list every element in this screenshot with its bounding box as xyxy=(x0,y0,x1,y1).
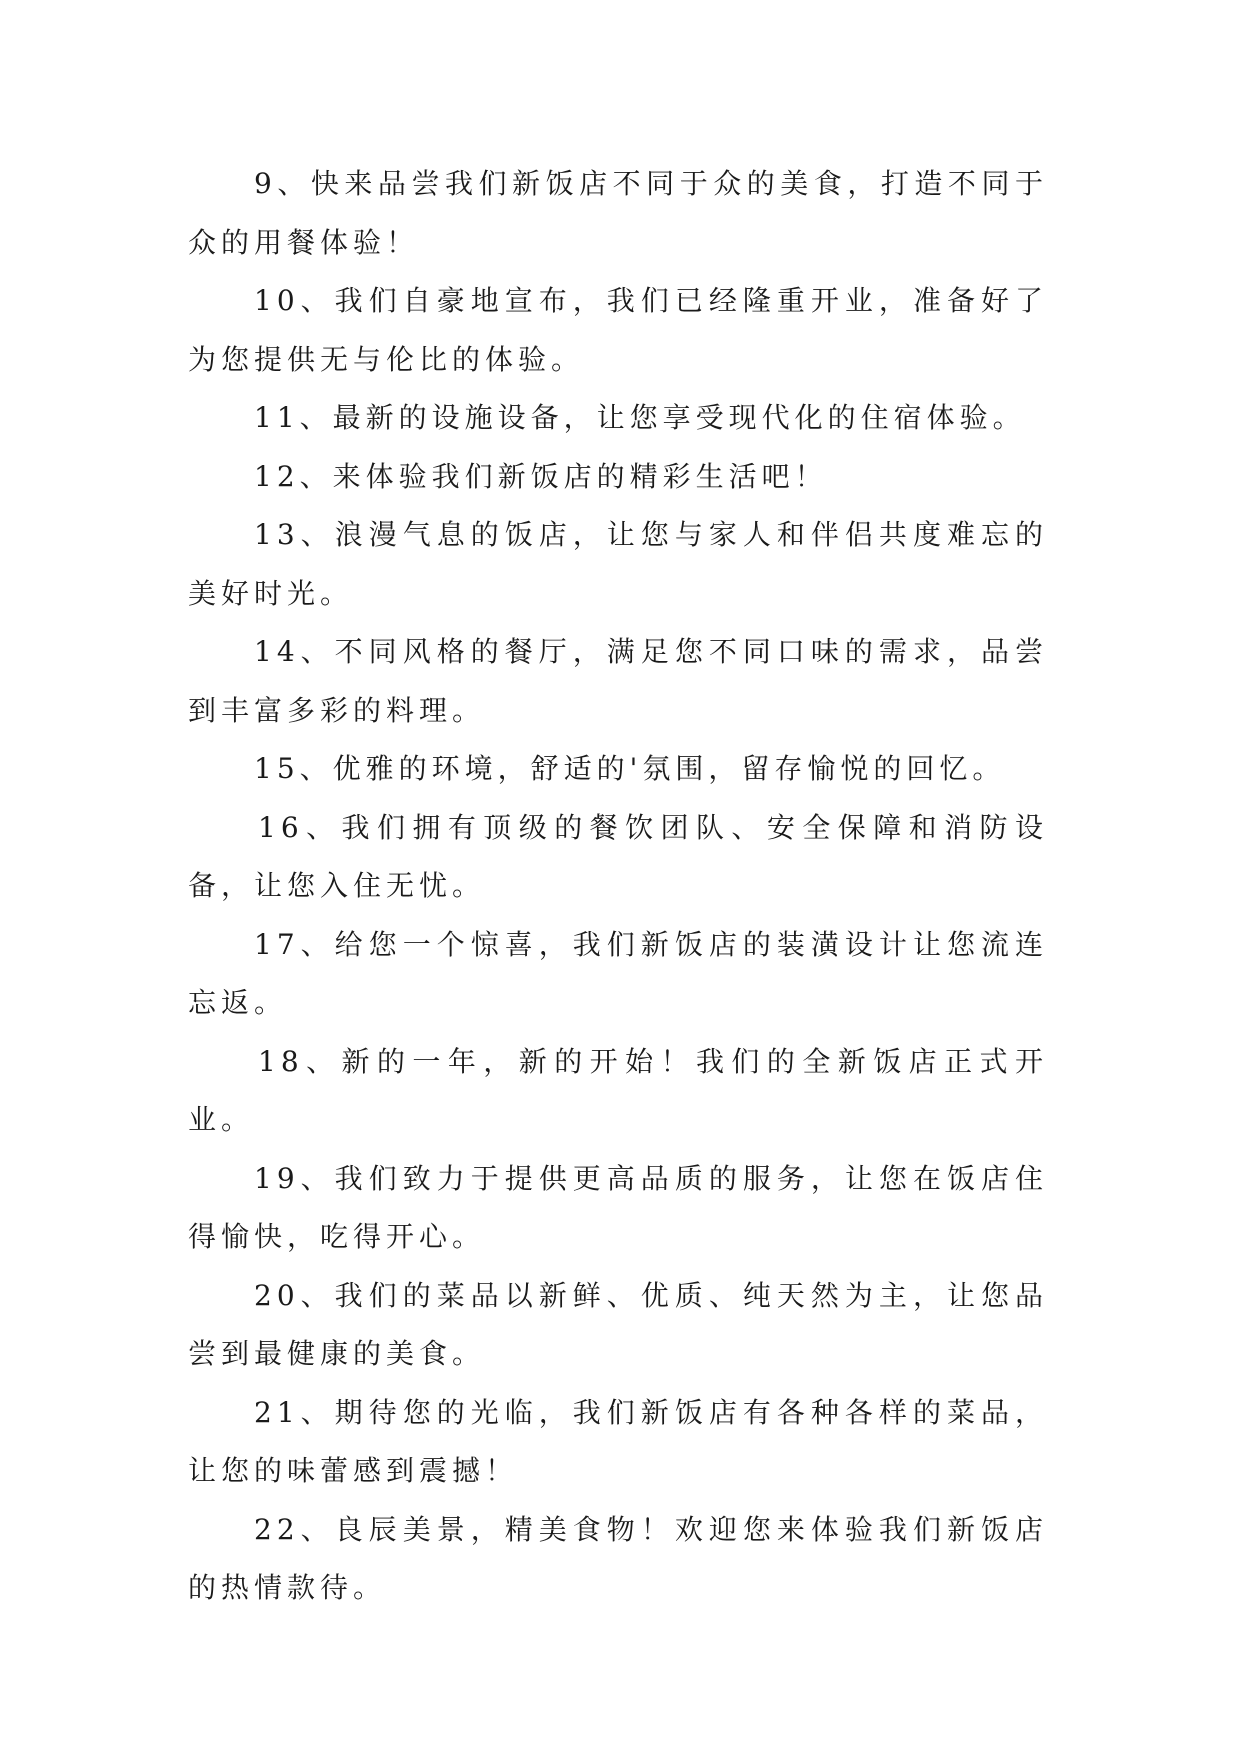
paragraph-21: 21、期待您的光临，我们新饭店有各种各样的菜品，让您的味蕾感到震撼！ xyxy=(188,1395,1048,1487)
paragraph-9: 9、快来品尝我们新饭店不同于众的美食，打造不同于众的用餐体验！ xyxy=(188,167,1048,259)
paragraph-16: 16、我们拥有顶级的餐饮团队、安全保障和消防设备，让您入住无忧。 xyxy=(188,810,1048,902)
paragraph-14: 14、不同风格的餐厅，满足您不同口味的需求，品尝到丰富多彩的料理。 xyxy=(188,635,1048,727)
paragraph-17: 17、给您一个惊喜，我们新饭店的装潢设计让您流连忘返。 xyxy=(188,927,1048,1019)
paragraph-19: 19、我们致力于提供更高品质的服务，让您在饭店住得愉快，吃得开心。 xyxy=(188,1161,1048,1253)
paragraph-15: 15、优雅的环境，舒适的'氛围，留存愉悦的回忆。 xyxy=(254,752,1006,785)
paragraph-18: 18、新的一年，新的开始！我们的全新饭店正式开业。 xyxy=(188,1044,1048,1136)
document-body xyxy=(188,155,1048,1618)
paragraph-20: 20、我们的菜品以新鲜、优质、纯天然为主，让您品尝到最健康的美食。 xyxy=(188,1278,1048,1370)
paragraph-11: 11、最新的设施设备，让您享受现代化的住宿体验。 xyxy=(254,401,1026,434)
paragraph-13: 13、浪漫气息的饭店，让您与家人和伴侣共度难忘的美好时光。 xyxy=(188,518,1048,610)
paragraph-12: 12、来体验我们新饭店的精彩生活吧！ xyxy=(254,459,828,493)
paragraph-22: 22、良辰美景，精美食物！欢迎您来体验我们新饭店的热情款待。 xyxy=(188,1512,1048,1604)
paragraph-10: 10、我们自豪地宣布，我们已经隆重开业，准备好了为您提供无与伦比的体验。 xyxy=(188,284,1048,376)
